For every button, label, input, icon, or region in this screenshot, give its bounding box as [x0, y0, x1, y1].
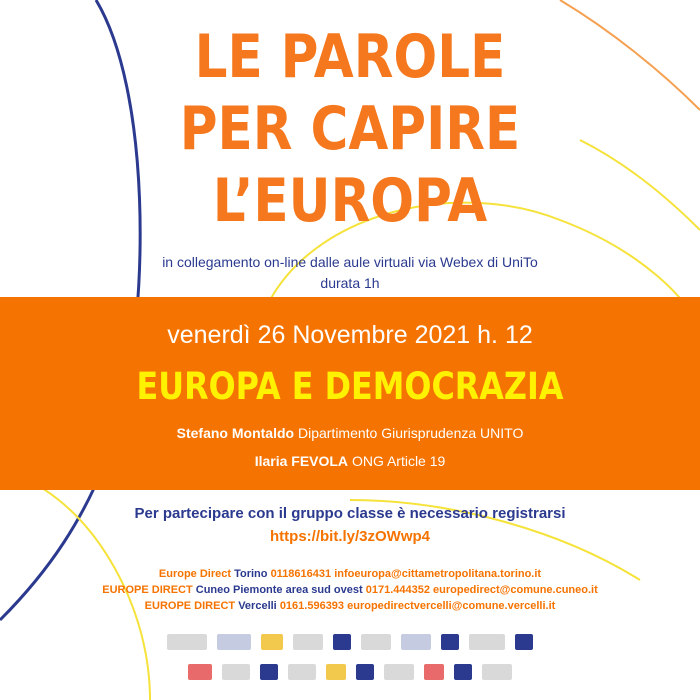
- registration-link[interactable]: https://bit.ly/3zOWwp4: [270, 528, 430, 545]
- speaker-2-name: Ilaria FEVOLA: [254, 453, 349, 469]
- speaker-1-affiliation: Dipartimento Giurisprudenza UNITO: [297, 425, 524, 441]
- contact-cuneo: [0, 582, 700, 598]
- eu-flag-icon: [356, 664, 374, 680]
- partner-logo: [384, 664, 414, 680]
- partner-logo: [469, 634, 505, 650]
- partner-logos-row-1: [0, 634, 700, 650]
- contact-torino: [0, 566, 700, 582]
- partner-logos-row-2: [0, 664, 700, 680]
- contact-torino-label-a: Europe Direct: [158, 568, 232, 580]
- partner-logo: [288, 664, 316, 680]
- contact-cuneo-label-b: Cuneo Piemonte area sud ovest: [195, 584, 363, 596]
- speaker-2: [0, 453, 700, 469]
- partner-logo: [188, 664, 212, 680]
- event-datetime: venerdì 26 Novembre 2021 h. 12: [167, 321, 533, 349]
- partner-logo: [261, 634, 283, 650]
- contact-vercelli-label-b: Vercelli: [238, 600, 277, 612]
- partner-logo: [293, 634, 323, 650]
- eu-flag-icon: [260, 664, 278, 680]
- title-line-3: L’EUROPA: [212, 166, 488, 236]
- contact-vercelli-details[interactable]: 0161.596393 europedirectvercelli@comune.vercelli.it: [279, 600, 556, 612]
- partner-logo: [424, 664, 444, 680]
- eu-flag-icon: [515, 634, 533, 650]
- contact-vercelli-label-a: EUROPE DIRECT: [144, 600, 236, 612]
- contact-cuneo-details[interactable]: 0171.444352 europedirect@comune.cuneo.it: [365, 584, 598, 596]
- subtitle-duration: durata 1h: [320, 275, 380, 291]
- title-line-2: PER CAPIRE: [179, 94, 521, 164]
- title-line-1: LE PAROLE: [194, 22, 506, 92]
- speaker-1: [0, 425, 700, 441]
- partner-logo: [326, 664, 346, 680]
- contact-vercelli: [0, 598, 700, 614]
- eu-flag-icon: [454, 664, 472, 680]
- event-title: EUROPA E DEMOCRAZIA: [136, 365, 564, 408]
- speaker-1-name: Stefano Montaldo: [176, 425, 295, 441]
- partner-logo: [361, 634, 391, 650]
- contact-torino-label-b: Torino: [234, 568, 268, 580]
- partner-logo: [217, 634, 251, 650]
- contact-cuneo-label-a: EUROPE DIRECT: [102, 584, 193, 596]
- eu-flag-icon: [441, 634, 459, 650]
- partner-logo: [222, 664, 250, 680]
- speaker-2-affiliation: ONG Article 19: [351, 453, 446, 469]
- partner-logo: [482, 664, 512, 680]
- eu-flag-icon: [333, 634, 351, 650]
- subtitle-line-1: in collegamento on-line dalle aule virtuali via Webex di UniTo: [162, 254, 538, 270]
- partner-logo: [401, 634, 431, 650]
- registration-text: Per partecipare con il gruppo classe è necessario registrarsi: [134, 505, 566, 522]
- university-logo: [167, 634, 207, 650]
- contact-torino-details[interactable]: 0118616431 infoeuropa@cittametropolitana.torino.it: [270, 568, 542, 580]
